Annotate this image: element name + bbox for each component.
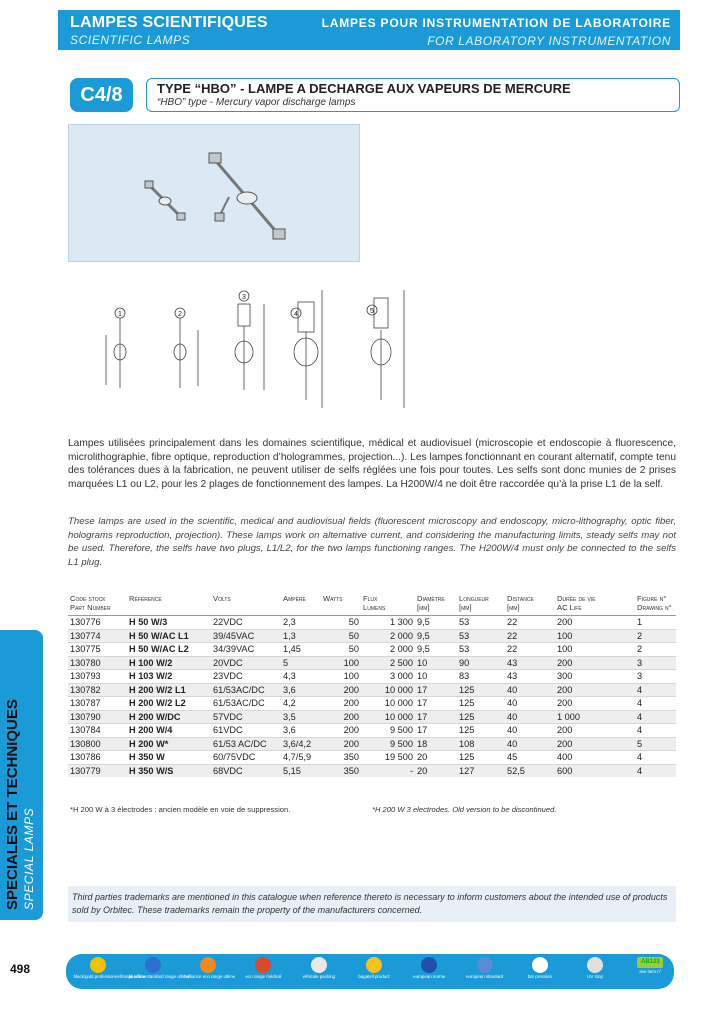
- cell-volts: 20VDC: [211, 656, 281, 670]
- blue-lamp-icon: [145, 957, 161, 973]
- cell-flux: 10 000: [361, 710, 415, 724]
- col-header-length: Longueur [mm]: [457, 592, 505, 616]
- cell-reference: H 200 W/2 L2: [127, 697, 211, 711]
- cell-code: 130800: [68, 737, 127, 751]
- col-header-reference: Référence: [127, 592, 211, 616]
- header-left-title: LAMPES SCIENTIFIQUES: [70, 14, 268, 31]
- footer-icon-item: [405, 957, 453, 979]
- cell-length: 53: [457, 629, 505, 643]
- cell-code: 130786: [68, 751, 127, 765]
- cell-code: 130787: [68, 697, 127, 711]
- lamp-photo-drawing: [69, 125, 361, 263]
- cell-life: 100: [555, 629, 635, 643]
- orange-lamp-icon: [200, 957, 216, 973]
- cell-distance: 43: [505, 656, 555, 670]
- drawing-1: [106, 308, 126, 388]
- cell-flux: 9 500: [361, 724, 415, 738]
- cell-ampere: 4,7/5,9: [281, 751, 321, 765]
- footer-icon-item: [128, 957, 189, 979]
- footer-icon-item: [184, 957, 236, 979]
- drawing-number-1: 1: [118, 311, 122, 318]
- cell-life: 200: [555, 697, 635, 711]
- cell-ampere: 1,45: [281, 643, 321, 657]
- drawing-4: [291, 290, 322, 408]
- footer-icon-item: [626, 957, 674, 974]
- cell-distance: 22: [505, 629, 555, 643]
- cell-reference: H 50 W/3: [127, 616, 211, 630]
- header-right-title: LAMPES POUR INSTRUMENTATION DE LABORATOIRE: [321, 16, 671, 30]
- cell-life: 200: [555, 737, 635, 751]
- cell-watts: 200: [321, 737, 361, 751]
- col-header-flux: Flux Lumens: [361, 592, 415, 616]
- footer-icon-label: european norme: [413, 974, 446, 979]
- cell-reference: H 200 W/DC: [127, 710, 211, 724]
- cell-length: 125: [457, 724, 505, 738]
- cell-volts: 60/75VDC: [211, 751, 281, 765]
- drawing-number-4: 4: [294, 311, 298, 318]
- cell-distance: 40: [505, 697, 555, 711]
- lamp-dimension-drawings: [88, 290, 418, 410]
- cell-code: 130775: [68, 643, 127, 657]
- cell-length: 90: [457, 656, 505, 670]
- cell-watts: 200: [321, 710, 361, 724]
- cell-diameter: 9,5: [415, 643, 457, 657]
- cell-life: 200: [555, 683, 635, 697]
- cell-code: 130790: [68, 710, 127, 724]
- description-english: These lamps are used in the scientific, medical and audiovisual fields (fluorescent microscopy and endoscopy, micro-lithography, optic fiber, holograms reproduction, projection). These lamps work on alternative current, and considering the manufacturing limits, steady selfs may not be used. Therefore, the selfs have two plugs, L1/L2, for the two lamps functioning ranges. The H200W/4 must only be connected to the selfs L1 plug.: [68, 516, 676, 568]
- cell-figure: 4: [635, 751, 676, 765]
- cell-reference: H 50 W/AC L1: [127, 629, 211, 643]
- cell-code: 130779: [68, 764, 127, 777]
- cell-flux: -: [361, 764, 415, 777]
- footer-icon-item: [461, 957, 509, 979]
- description-french: Lampes utilisées principalement dans les domaines scientifique, médical et audiovisuel (microscopie et endoscopie à fluorescence, microlithographie, fibre optique, reproduction d’hologrammes, projection...). Les lampes fonctionnant en courant alternatif, compte tenu des tolérances dues à la fabrication, ne peuvent utiliser de selfs réglées une fois pour toutes. Les selfs sont donc munies de 2 prises marquées L1 ou L2, pour les 2 plages de fonctionnement des lampes. La H200W/4 ne doit être raccordée qu’à la prise L1 de la self.: [68, 438, 676, 490]
- cell-figure: 4: [635, 764, 676, 777]
- cell-diameter: 17: [415, 724, 457, 738]
- cell-life: 1 000: [555, 710, 635, 724]
- table-row: [68, 670, 676, 684]
- table-row: [68, 751, 676, 765]
- cell-figure: 1: [635, 616, 676, 630]
- cell-distance: 45: [505, 751, 555, 765]
- cell-distance: 52,5: [505, 764, 555, 777]
- col-header-figure: Figure n° Drawing n°: [635, 592, 676, 616]
- table-row: [68, 697, 676, 711]
- cell-volts: 34/39VAC: [211, 643, 281, 657]
- cell-watts: 350: [321, 751, 361, 765]
- cell-diameter: 17: [415, 697, 457, 711]
- cell-life: 200: [555, 616, 635, 630]
- drawing-3: [235, 291, 264, 390]
- cell-life: 100: [555, 643, 635, 657]
- trademark-text: Third parties trademarks are mentioned in this catalogue when reference thereto is necessary to inform customers about the intended use of products sold by Orbitec. These trademarks remain the property of the manufacturers concerned.: [72, 892, 668, 915]
- cell-reference: H 200 W*: [127, 737, 211, 751]
- col-header-code: Code stock Part Number: [68, 592, 127, 616]
- table-row: [68, 724, 676, 738]
- eu-standard-icon: [477, 957, 493, 973]
- drawing-2: [174, 308, 198, 388]
- footer-icon-label: see item n°: [639, 969, 662, 974]
- drawing-number-5: 5: [370, 308, 374, 315]
- col-header-life: Durée de vie AC Life: [555, 592, 635, 616]
- product-icon: [366, 957, 382, 973]
- cell-reference: H 200 W/2 L1: [127, 683, 211, 697]
- col-header-diameter: Diamètre [mm]: [415, 592, 457, 616]
- cell-watts: 50: [321, 643, 361, 657]
- footer-icon-item: [73, 957, 147, 979]
- cell-diameter: 20: [415, 764, 457, 777]
- cell-flux: 1 300: [361, 616, 415, 630]
- footer-icon-label: bar pression: [527, 974, 552, 979]
- uv-stop-icon: [587, 957, 603, 973]
- cell-watts: 100: [321, 670, 361, 684]
- cell-ampere: 5: [281, 656, 321, 670]
- cell-distance: 22: [505, 616, 555, 630]
- table-row: [68, 710, 676, 724]
- cell-ampere: 5,15: [281, 764, 321, 777]
- page-number: 498: [10, 962, 31, 976]
- cell-flux: 2 000: [361, 643, 415, 657]
- cell-length: 125: [457, 751, 505, 765]
- cell-figure: 3: [635, 670, 676, 684]
- cell-volts: 61VDC: [211, 724, 281, 738]
- cell-diameter: 9,5: [415, 629, 457, 643]
- cell-distance: 43: [505, 670, 555, 684]
- spec-table: [68, 592, 676, 777]
- header-left-subtitle: SCIENTIFIC LAMPS: [70, 33, 191, 47]
- side-category-fr: SPECIALES ET TECHNIQUES: [4, 699, 21, 910]
- side-category-en: SPECIAL LAMPS: [22, 807, 36, 910]
- vehicle-icon: [311, 957, 327, 973]
- cell-code: 130784: [68, 724, 127, 738]
- see-item-icon: AB123: [637, 957, 663, 968]
- cell-diameter: 20: [415, 751, 457, 765]
- cell-reference: H 50 W/AC L2: [127, 643, 211, 657]
- cell-ampere: 3,6: [281, 683, 321, 697]
- cell-volts: 61/53AC/DC: [211, 697, 281, 711]
- table-row: [68, 629, 676, 643]
- cell-diameter: 9,5: [415, 616, 457, 630]
- cell-volts: 22VDC: [211, 616, 281, 630]
- col-header-watts: Watts: [321, 592, 361, 616]
- cell-volts: 57VDC: [211, 710, 281, 724]
- cell-reference: H 103 W/2: [127, 670, 211, 684]
- eu-norm-icon: [421, 957, 437, 973]
- cell-watts: 200: [321, 683, 361, 697]
- col-header-distance: Distance [mm]: [505, 592, 555, 616]
- cell-distance: 22: [505, 643, 555, 657]
- cell-life: 200: [555, 656, 635, 670]
- cell-length: 83: [457, 670, 505, 684]
- cell-ampere: 3,6: [281, 724, 321, 738]
- cell-reference: H 350 W/S: [127, 764, 211, 777]
- cell-code: 130776: [68, 616, 127, 630]
- cell-watts: 100: [321, 656, 361, 670]
- table-row: [68, 683, 676, 697]
- cell-length: 125: [457, 697, 505, 711]
- footer-icon-item: [295, 957, 343, 979]
- section-title: TYPE “HBO” - LAMPE A DECHARGE AUX VAPEURS DE MERCURE: [157, 81, 571, 96]
- cell-figure: 4: [635, 683, 676, 697]
- footer-icon-item: [571, 957, 619, 979]
- cell-volts: 23VDC: [211, 670, 281, 684]
- cell-watts: 50: [321, 616, 361, 630]
- technical-drawings: [88, 290, 418, 410]
- footer-icon-label: brilliance eco range ultime: [184, 974, 236, 979]
- cell-figure: 2: [635, 643, 676, 657]
- cell-code: 130793: [68, 670, 127, 684]
- cell-length: 125: [457, 710, 505, 724]
- drawing-number-2: 2: [178, 311, 182, 318]
- table-row: [68, 764, 676, 777]
- cell-watts: 50: [321, 629, 361, 643]
- footer-icon-bar: [66, 954, 674, 989]
- cell-flux: 2 500: [361, 656, 415, 670]
- cell-volts: 61/53 AC/DC: [211, 737, 281, 751]
- trademark-notice: [68, 886, 676, 922]
- product-photo: [68, 124, 360, 262]
- cell-length: 53: [457, 616, 505, 630]
- cell-code: 130782: [68, 683, 127, 697]
- cell-life: 600: [555, 764, 635, 777]
- cell-life: 400: [555, 751, 635, 765]
- cell-diameter: 17: [415, 683, 457, 697]
- footnote-french: *H 200 W à 3 électrodes : ancien modèle en voie de suppression.: [70, 805, 291, 814]
- cell-volts: 68VDC: [211, 764, 281, 777]
- cell-figure: 4: [635, 710, 676, 724]
- cell-length: 108: [457, 737, 505, 751]
- cell-figure: 3: [635, 656, 676, 670]
- cell-watts: 200: [321, 724, 361, 738]
- cell-reference: H 100 W/2: [127, 656, 211, 670]
- cell-code: 130780: [68, 656, 127, 670]
- cell-ampere: 2,3: [281, 616, 321, 630]
- cell-flux: 10 000: [361, 683, 415, 697]
- cell-distance: 40: [505, 737, 555, 751]
- drawing-number-3: 3: [242, 294, 246, 301]
- col-header-volts: Volts: [211, 592, 281, 616]
- cell-ampere: 4,2: [281, 697, 321, 711]
- cell-ampere: 3,6/4,2: [281, 737, 321, 751]
- cell-life: 300: [555, 670, 635, 684]
- cell-diameter: 10: [415, 656, 457, 670]
- cell-figure: 4: [635, 697, 676, 711]
- cell-diameter: 10: [415, 670, 457, 684]
- table-row: [68, 643, 676, 657]
- cell-life: 200: [555, 724, 635, 738]
- cell-flux: 2 000: [361, 629, 415, 643]
- cell-diameter: 17: [415, 710, 457, 724]
- cell-figure: 4: [635, 724, 676, 738]
- section-subtitle: “HBO” type - Mercury vapor discharge lamps: [157, 97, 356, 108]
- cell-length: 127: [457, 764, 505, 777]
- table-row: [68, 616, 676, 630]
- table-row: [68, 737, 676, 751]
- cell-code: 130774: [68, 629, 127, 643]
- cell-volts: 39/45VAC: [211, 629, 281, 643]
- cell-figure: 5: [635, 737, 676, 751]
- header-band: [58, 10, 680, 50]
- cell-flux: 9 500: [361, 737, 415, 751]
- cell-watts: 200: [321, 697, 361, 711]
- cell-ampere: 4,3: [281, 670, 321, 684]
- cell-length: 53: [457, 643, 505, 657]
- cell-reference: H 350 W: [127, 751, 211, 765]
- footnote-english: *H 200 W 3 electrodes. Old version to be discontinued.: [372, 805, 557, 814]
- footer-icon-label: black/gold professionnel/range ultime: [73, 974, 147, 979]
- section-title-box: [146, 78, 680, 112]
- pressure-icon: [532, 957, 548, 973]
- footer-icon-label: eco range médical: [245, 974, 282, 979]
- eco-icon: [255, 957, 271, 973]
- footer-icon-label: bagatell product: [358, 974, 390, 979]
- cell-flux: 19 500: [361, 751, 415, 765]
- section-badge: C4/8: [70, 78, 133, 112]
- cell-diameter: 18: [415, 737, 457, 751]
- cell-volts: 61/53AC/DC: [211, 683, 281, 697]
- table-header-row: [68, 592, 676, 616]
- footer-icon-label: véhicule packing: [302, 974, 335, 979]
- footer-icon-label: european standard: [466, 974, 503, 979]
- header-right-subtitle: FOR LABORATORY INSTRUMENTATION: [427, 34, 671, 48]
- footer-icon-item: [239, 957, 287, 979]
- gold-lamp-icon: [90, 957, 106, 973]
- cell-watts: 350: [321, 764, 361, 777]
- cell-flux: 3 000: [361, 670, 415, 684]
- footer-icon-label: UV stop: [587, 974, 603, 979]
- cell-figure: 2: [635, 629, 676, 643]
- table-row: [68, 656, 676, 670]
- cell-ampere: 1,3: [281, 629, 321, 643]
- cell-distance: 40: [505, 683, 555, 697]
- cell-flux: 10 000: [361, 697, 415, 711]
- cell-distance: 40: [505, 724, 555, 738]
- footer-icon-item: [350, 957, 398, 979]
- cell-distance: 40: [505, 710, 555, 724]
- footer-icon-item: [516, 957, 564, 979]
- side-category-label: [4, 699, 36, 910]
- col-header-ampere: Ampère: [281, 592, 321, 616]
- footer-icon-label: blue line standard range ultime: [128, 974, 189, 979]
- cell-reference: H 200 W/4: [127, 724, 211, 738]
- cell-length: 125: [457, 683, 505, 697]
- cell-ampere: 3,5: [281, 710, 321, 724]
